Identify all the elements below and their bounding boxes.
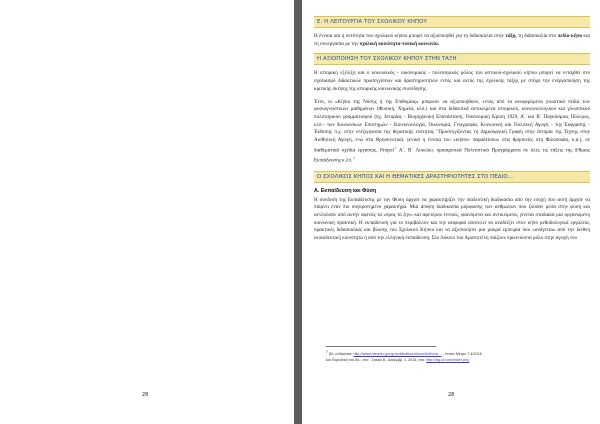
classroom-paragraph-2: Έτσι, οι «Κήποι της Νύσης ή της Επιθυμίας» μπορούν να αξιοποιηθούν, εντός από τα αναφερόμενα γνωστικά πεδία των φυσιογνωστικών μαθημάτων (Φυσική, Χημεία, κλπ.) και στα διδακτικά αντικείμενα ιστορικού, κοινωνιολογικού και γλωσσικού πολιτισμικού γραμματισμού (πχ. Ιστορίας - Βιομηχανική Επανάσταση, Οικονομική Κρίση 1929, Α΄ και Β΄ Παγκόσμιος Πόλεμος, κλπ.- των Κοινωνικών Επιστημών - Κοινωνιολογία, Οικονομία, Γεωγραφία, Κοινωνική και Πολιτική Αγωγή - της Έκφρασης - Έκθεσης π.χ. στην επεξεργασία της θεματικής ενότητας "Προσεγγίζοντας τη Δημιουργική Γραφή στην Ιστορία της Τέχνης στην Αισθητική Αγωγή, ενώ στα Θρησκευτικά, γενικά η έννοια του «κήπου- παραδείσου» στις θρησκείες στη Φιλοσοφία, κ.ά.), σε διαθεματικά σχέδια εργασίας, Project$^7$ Α΄, Β΄ Λυκείου, προαιρετικά Πολιτιστικά Προγράμματα σε όλες τις τάξεις της δ/θμιας Εκπαίδευσης κ.λπ. $^7$ — [314, 98, 590, 164]
right-page — [302, 0, 600, 424]
footnote-ref-2[interactable]: 7 — [353, 156, 356, 161]
page-number: 28 — [448, 392, 455, 398]
footnote-ref[interactable]: 7 — [394, 145, 397, 150]
footnote-divider — [326, 346, 436, 347]
page-number: 28 — [142, 392, 149, 398]
field-paragraph-1: Η σύνδεση της Εκπαίδευσης με την Φύση άρχισε να χαρακτηρίζει την παιδευτική διαδικασία από την εποχή που αυτή άρχισε να παίρνει έναν πιο συγκροτημένο χαρακτήρα. Μια άποψη διαδικασία μόρφωσης των ανθρώπων που ζούσαν μέσα στην φύση και αντλούσαν από αυτήν αφενός τα «προς το ζην» και αφετέρου έννοιες, φαινόμενα και αντικείμενα, γίνεται σταδιακά μια οργανωμένη κοινωνική πρακτική. Η εκπαίδευση για το περιβάλλον και την αειφορία αποτελεί να αναδείξει στον κήπο μεθοδολογικά εργαλεία, πρακτικές διδασκαλίας και βίωσης του Σχολικού Κήπου και να αξιοποιήσει μια μακρά εμπειρία που «ανάγεται» από την διεθνή εκπαιδευτική κοινότητα ή από την ελληνική εκπαίδευση. Στο Λύκειο του Αριστοτέλη παίζουν πρωτεύοντα ρόλο στην αγωγή του — [314, 196, 590, 242]
footnote-link-1[interactable]: http://www.minedu.gov.gr/publications/docs/Aeiforia/... — [353, 352, 442, 357]
subsection-label: Α. Εκπαίδευση και Φύση — [314, 187, 377, 194]
subsection-title-field: Ο ΣΧΟΛΙΚΟΣ ΚΗΠΟΣ ΚΑΙ Η ΘΕΜΑΤΙΚΕΣ ΔΡΑΣΤΗΡΙΟΤΗΤΕΣ ΣΤΟ ΠΕΔΙΟ... — [314, 171, 590, 183]
left-page — [0, 0, 294, 424]
footnote: $^7$ Βλ. ενδεικτικά: http://www.minedu.gov.gr/publications/docs/Aeiforia/... - Λινάκι Μέτρο 7-4/2016 και Περιοδικό του Βλ., στο : Σακκά Β., Δεκέμβρ. 1, 2015, στο: http://dig.ut.com/index.php — [326, 350, 482, 363]
intro-paragraph: Η έννοια και η οντότητα του σχολικού κήπου μπορεί να αξιοποιηθεί για τη διδασκαλία στην τάξη, τη διδασκαλία στο πεδίο-κήπο και τη συνεργασία με την σχολική κοινότητα-τοπική κοινωνία. — [314, 33, 590, 47]
classroom-paragraph-1: Η ιστορική εξέλιξη και ο κοινωνικός - οικονομικός - πολιτισμικός ρόλος του αστικού-σχολικού κήπου μπορεί να ενταχθεί στο σχεδιασμό διδακτικών προσεγγίσεων και δραστηριοτήτων εντός και εκτός της σχολικής τάξης με στόχο την ενεργοποίηση της κριτικής σκέψης της ιστορικής κοινωνικής συνείδησης. — [314, 70, 590, 92]
footnote-link-2[interactable]: http://dig.ut.com/index.php — [426, 358, 470, 363]
section-title: Ε. Η ΛΕΙΤΟΥΡΓΙΑ ΤΟΥ ΣΧΟΛΙΚΟΥ ΚΗΠΟΥ — [314, 16, 590, 28]
subsection-title-classroom: Η ΑΞΙΟΠΟΙΗΣΗ ΤΟΥ ΣΧΟΛΙΚΟΥ ΚΗΠΟΥ ΣΤΗΝ ΤΑΞΗ — [314, 53, 590, 65]
